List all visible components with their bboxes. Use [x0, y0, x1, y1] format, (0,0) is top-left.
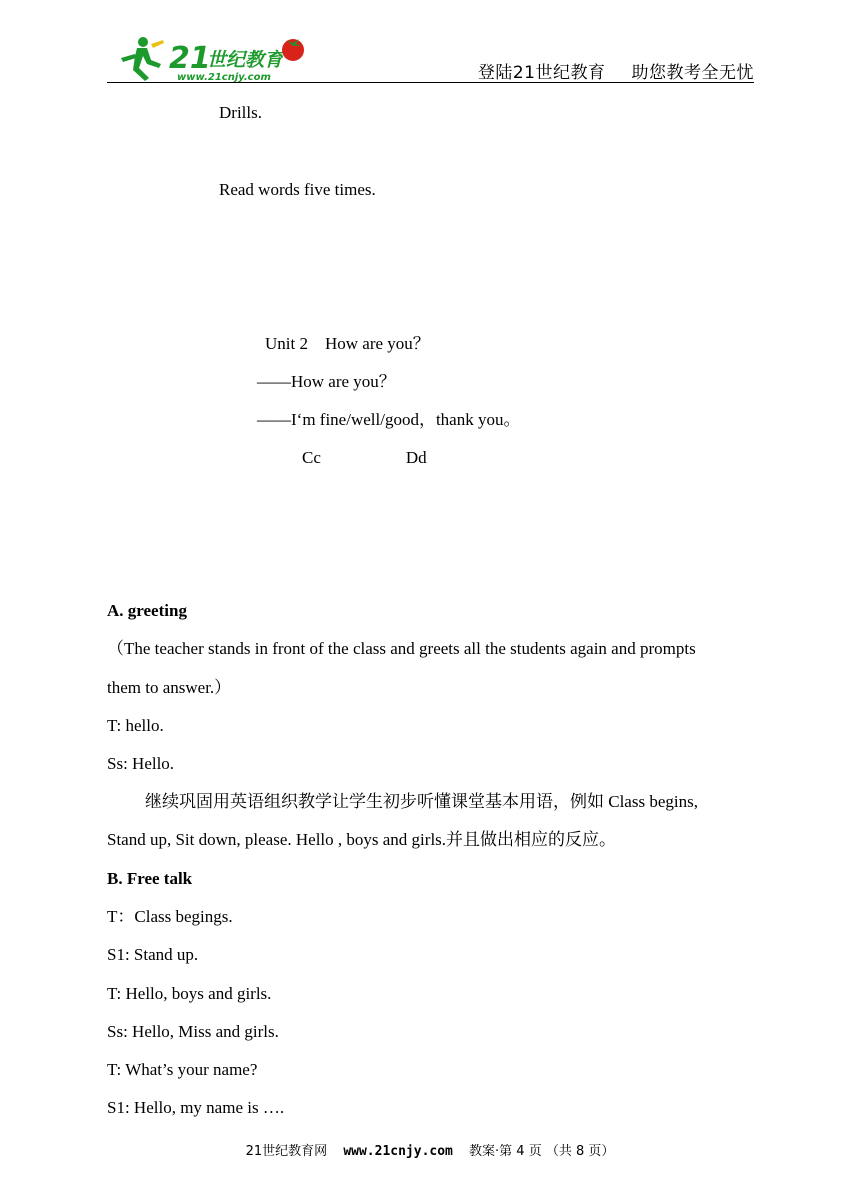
read-words-line: Read words five times. [219, 180, 376, 199]
page-header [107, 28, 754, 83]
section-b-heading: B. Free talk [107, 869, 193, 888]
section-a-heading: A. greeting [107, 601, 187, 620]
drills-line: Drills. [219, 103, 262, 122]
dialogue-line: S1: Stand up. [107, 945, 199, 964]
dialogue-line: T: What’s your name? [107, 1060, 258, 1079]
dialogue-line: Ss: Hello, Miss and girls. [107, 1022, 279, 1041]
dialogue-line: T: Hello, boys and girls. [107, 984, 272, 1003]
svg-text:21: 21 [169, 41, 211, 76]
unit-title: Unit 2 How are you？ [265, 334, 430, 353]
page-footer [0, 1140, 860, 1159]
board-answer: ——I‘m fine/well/good，thank you。 [257, 410, 521, 429]
dialogue-line: S1: Hello, my name is …. [107, 1098, 285, 1117]
svg-text:世纪教育: 世纪教育 [207, 49, 284, 71]
dialogue-teacher-hello: T: hello. [107, 716, 164, 735]
footer-page-info: 教案·第 4 页 （共 8 页） [469, 1144, 615, 1159]
footer-site: 21世纪教育网 [245, 1144, 328, 1159]
section-a-note-2: them to answer.） [107, 678, 232, 697]
board-question: ——How are you？ [257, 372, 396, 391]
dialogue-students-hello: Ss: Hello. [107, 754, 175, 773]
svg-text:www.21cnjy.com: www.21cnjy.com [177, 72, 271, 82]
header-slogan [478, 58, 754, 83]
board-letters [302, 449, 427, 466]
slogan-help: 助您教考全无忧 [631, 63, 754, 83]
section-a-paragraph-2: Stand up, Sit down, please. Hello , boys and girls.并且做出相应的反应。 [107, 830, 617, 849]
footer-url[interactable]: www.21cnjy.com [343, 1144, 453, 1159]
section-a-paragraph-1: 继续巩固用英语组织教学让学生初步听懂课堂基本用语，例如 Class begins, [145, 792, 698, 811]
section-a-note-1: （The teacher stands in front of the class and greets all the students again and prompts [107, 639, 696, 658]
slogan-login: 登陆21世纪教育 [477, 63, 606, 83]
letter-cc: Cc [302, 448, 321, 467]
letter-dd: Dd [405, 448, 427, 467]
site-logo [115, 34, 315, 82]
dialogue-line: T：Class begings. [107, 907, 233, 926]
